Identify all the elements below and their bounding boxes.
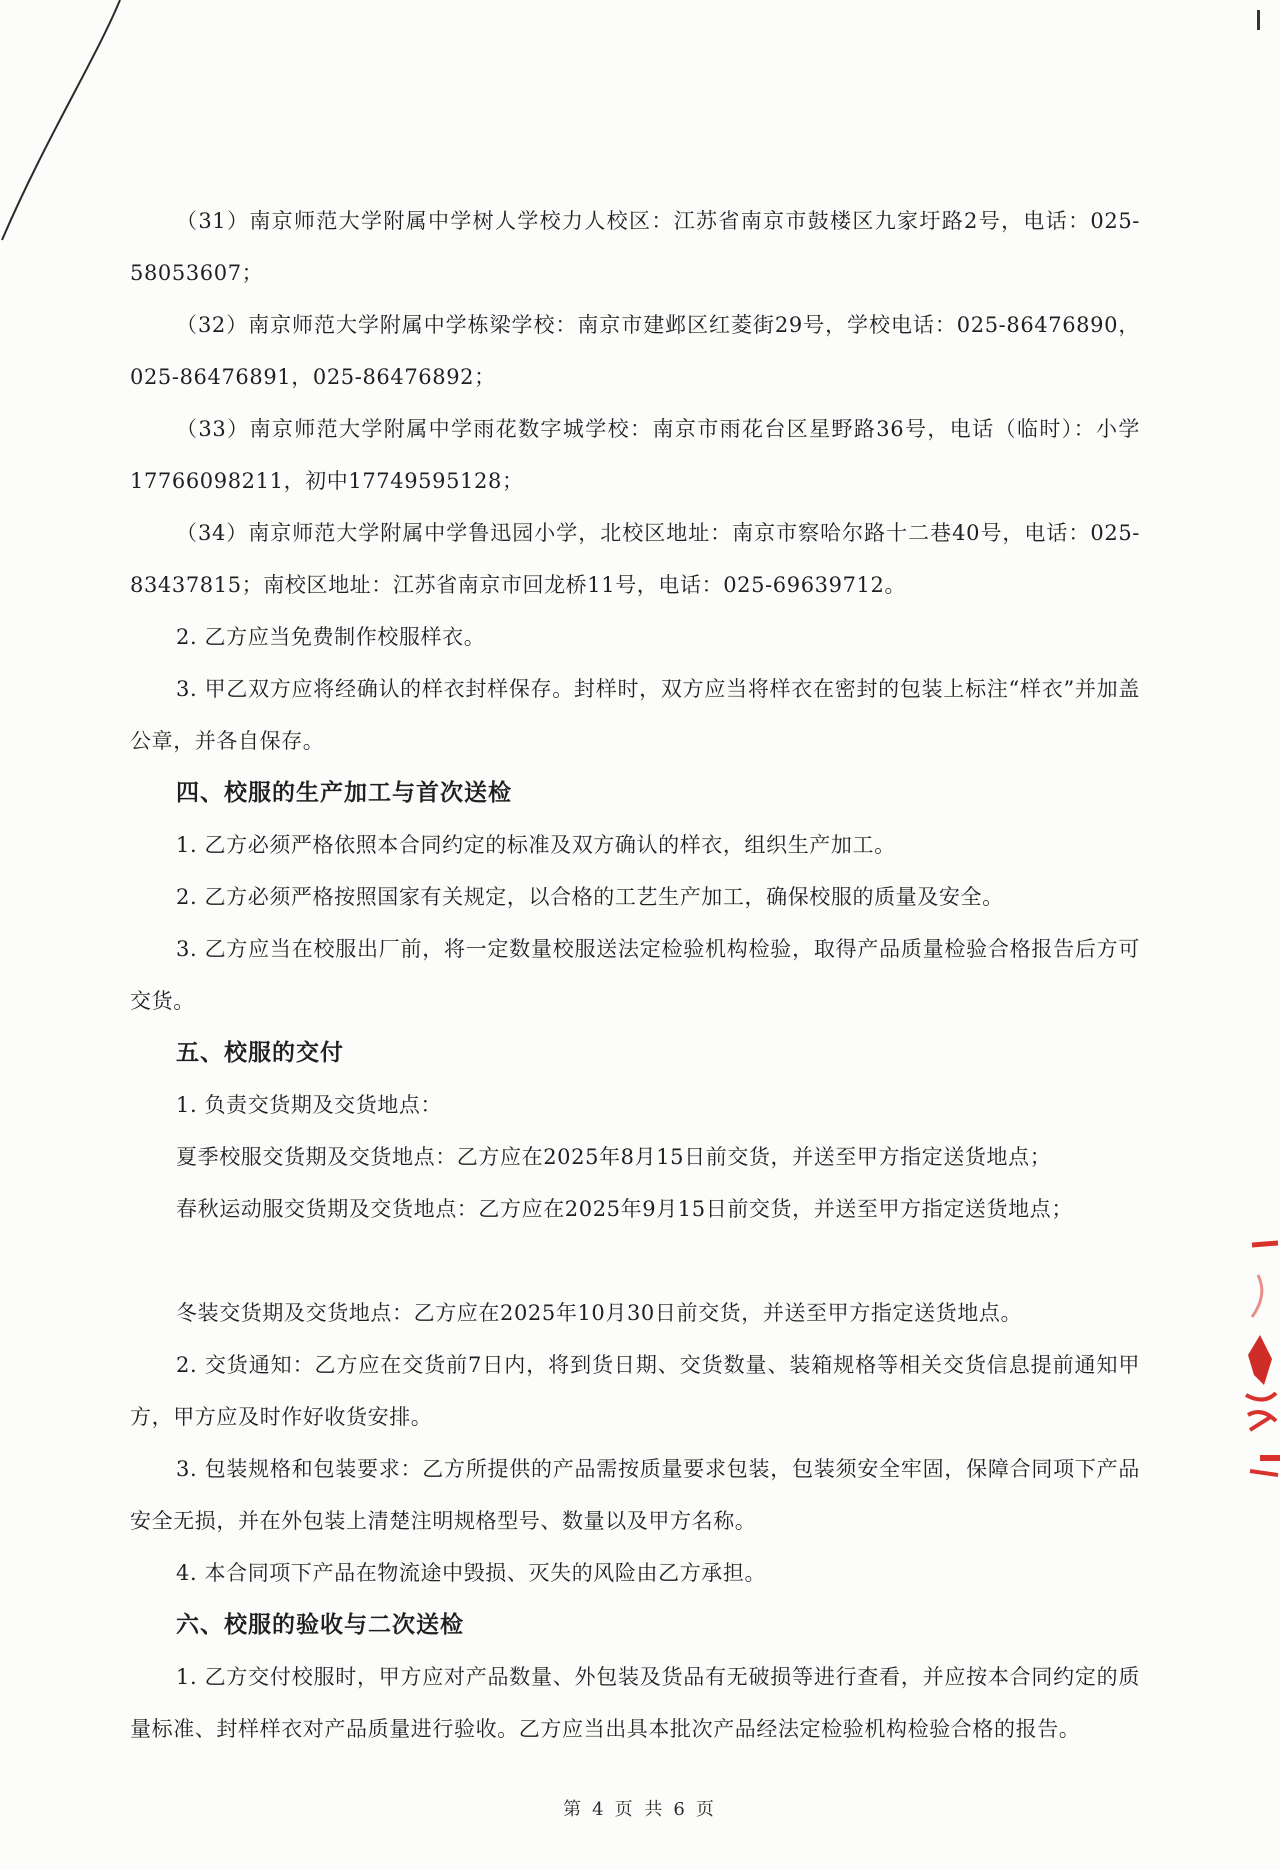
clause-3-3: 3. 甲乙双方应将经确认的样衣封样保存。封样时，双方应当将样衣在密封的包装上标注“样衣”并加盖公章，并各自保存。: [130, 677, 1140, 753]
document-body: [0, 195, 1280, 1795]
footer-label-of: 页 共: [614, 1799, 666, 1820]
footer-current-page: 4: [592, 1799, 607, 1820]
red-seal-stamp-icon: [1230, 1235, 1280, 1485]
clause-4-2: 2. 乙方必须严格按照国家有关规定，以合格的工艺生产加工，确保校服的质量及安全。: [176, 885, 1004, 909]
section-heading-4: 四、校服的生产加工与首次送检: [176, 780, 512, 806]
clause-item-31: （31）南京师范大学附属中学树人学校力人校区：江苏省南京市鼓楼区九家圩路2号，电话：025-58053607；: [130, 209, 1140, 285]
delivery-winter: 冬装交货期及交货地点：乙方应在2025年10月30日前交货，并送至甲方指定送货地点。: [176, 1301, 1023, 1325]
clause-item-33: （33）南京师范大学附属中学雨花数字城学校：南京市雨花台区星野路36号，电话（临时）：小学17766098211，初中17749595128；: [130, 417, 1140, 493]
section-heading-6: 六、校服的验收与二次送检: [176, 1612, 464, 1638]
corner-mark-icon: [1254, 8, 1264, 32]
clause-4-1: 1. 乙方必须严格依照本合同约定的标准及双方确认的样衣，组织生产加工。: [176, 833, 896, 857]
clause-4-3: 3. 乙方应当在校服出厂前，将一定数量校服送法定检验机构检验，取得产品质量检验合格报告后方可交货。: [130, 937, 1140, 1013]
clause-3-2: 2. 乙方应当免费制作校服样衣。: [176, 625, 486, 649]
page-footer: [0, 1795, 1280, 1821]
clause-5-2: 2. 交货通知：乙方应在交货前7日内，将到货日期、交货数量、装箱规格等相关交货信息提前通知甲方，甲方应及时作好收货安排。: [130, 1353, 1140, 1429]
delivery-spring-autumn: 春秋运动服交货期及交货地点：乙方应在2025年9月15日前交货，并送至甲方指定送货地点；: [176, 1197, 1073, 1221]
clause-item-32: （32）南京师范大学附属中学栋梁学校：南京市建邺区红菱街29号，学校电话：025-86476890，025-86476891，025-86476892；: [130, 313, 1140, 389]
delivery-summer: 夏季校服交货期及交货地点：乙方应在2025年8月15日前交货，并送至甲方指定送货地点；: [176, 1145, 1052, 1169]
footer-total-pages: 6: [673, 1799, 688, 1820]
footer-label-end: 页: [695, 1799, 717, 1820]
clause-item-34: （34）南京师范大学附属中学鲁迅园小学，北校区地址：南京市察哈尔路十二巷40号，电话：025-83437815；南校区地址：江苏省南京市回龙桥11号，电话：025-69639712。: [130, 521, 1140, 597]
clause-5-3: 3. 包装规格和包装要求：乙方所提供的产品需按质量要求包装，包装须安全牢固，保障合同项下产品安全无损，并在外包装上清楚注明规格型号、数量以及甲方名称。: [130, 1457, 1140, 1533]
footer-label-page: 第: [563, 1799, 585, 1820]
clause-6-1: 1. 乙方交付校服时，甲方应对产品数量、外包装及货品有无破损等进行查看，并应按本合同约定的质量标准、封样样衣对产品质量进行验收。乙方应当出具本批次产品经法定检验机构检验合格的报告。: [130, 1665, 1140, 1741]
section-heading-5: 五、校服的交付: [176, 1040, 344, 1066]
clause-5-1: 1. 负责交货期及交货地点：: [176, 1093, 443, 1117]
clause-5-4: 4. 本合同项下产品在物流途中毁损、灭失的风险由乙方承担。: [176, 1561, 767, 1585]
